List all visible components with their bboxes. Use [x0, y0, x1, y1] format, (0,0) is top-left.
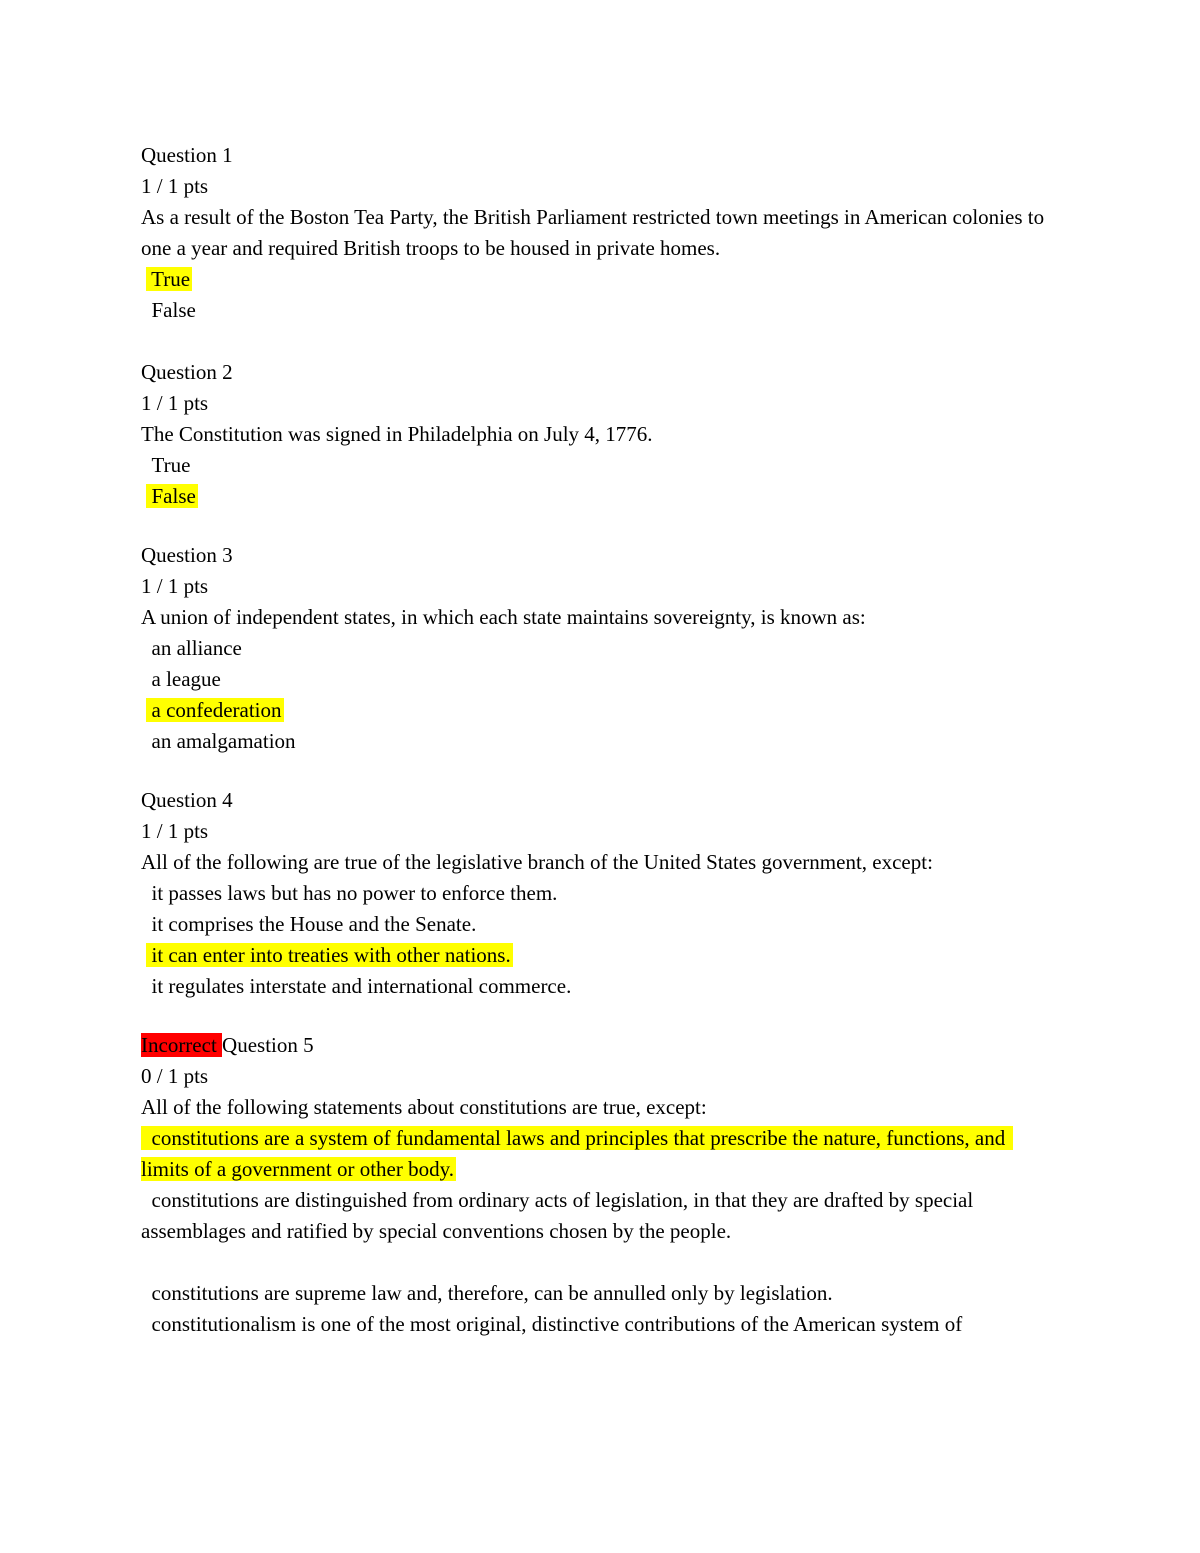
question-prompt: All of the following are true of the legislative branch of the United States government, except:: [141, 850, 933, 874]
answer-option: it comprises the House and the Senate.: [151, 912, 477, 936]
question-score: 1 / 1 pts: [141, 174, 209, 198]
question-title: Question 2: [141, 360, 233, 384]
selected-answer-highlight: constitutions are a system of fundamental laws and principles that prescribe the nature, functions, and limits of a government or other body.: [141, 1126, 1011, 1181]
question-score: 0 / 1 pts: [141, 1064, 209, 1088]
question-2: [141, 357, 1051, 512]
question-score: 1 / 1 pts: [141, 391, 209, 415]
answer-option: a league: [151, 667, 221, 691]
answer-option: False: [151, 298, 196, 322]
answer-option: constitutions are distinguished from ordinary acts of legislation, in that they are drafted by special: [151, 1188, 974, 1212]
answer-option-continuation: assemblages and ratified by special conventions chosen by the people.: [141, 1219, 732, 1243]
question-title: Question 3: [141, 543, 233, 567]
answer-option: it regulates interstate and international commerce.: [151, 974, 572, 998]
question-prompt: As a result of the Boston Tea Party, the British Parliament restricted town meetings in American colonies to one a year and required British troops to be housed in private homes.: [141, 205, 1050, 260]
question-1: [141, 140, 1051, 326]
question-score: 1 / 1 pts: [141, 574, 209, 598]
question-prompt: A union of independent states, in which each state maintains sovereignty, is known as:: [141, 605, 866, 629]
answer-option: [141, 264, 1051, 295]
answer-option: constitutionalism is one of the most original, distinctive contributions of the American system of: [151, 1312, 963, 1336]
answer-option: an alliance: [151, 636, 242, 660]
question-title-line: [141, 1030, 1051, 1061]
incorrect-badge: Incorrect: [141, 1033, 223, 1057]
question-title: Question 5: [222, 1033, 314, 1057]
question-title: Question 1: [141, 143, 233, 167]
question-3: [141, 540, 1051, 757]
question-title: Question 4: [141, 788, 233, 812]
answer-option: an amalgamation: [151, 729, 296, 753]
question-5: [141, 1030, 1051, 1340]
question-4: [141, 785, 1051, 1002]
answer-option: [141, 695, 1051, 726]
quiz-document: [141, 140, 1051, 1340]
answer-option: [141, 481, 1051, 512]
answer-option: constitutions are supreme law and, therefore, can be annulled only by legislation.: [151, 1281, 833, 1305]
answer-option: [141, 940, 1051, 971]
answer-option: [141, 1123, 1051, 1185]
selected-answer-highlight: a confederation: [146, 698, 283, 722]
answer-option: True: [151, 453, 191, 477]
answer-option: it passes laws but has no power to enforce them.: [151, 881, 558, 905]
question-score: 1 / 1 pts: [141, 819, 209, 843]
question-prompt: The Constitution was signed in Philadelphia on July 4, 1776.: [141, 422, 653, 446]
selected-answer-highlight: False: [146, 484, 198, 508]
selected-answer-highlight: True: [146, 267, 192, 291]
selected-answer-highlight: it can enter into treaties with other nations.: [146, 943, 512, 967]
question-prompt: All of the following statements about constitutions are true, except:: [141, 1095, 707, 1119]
